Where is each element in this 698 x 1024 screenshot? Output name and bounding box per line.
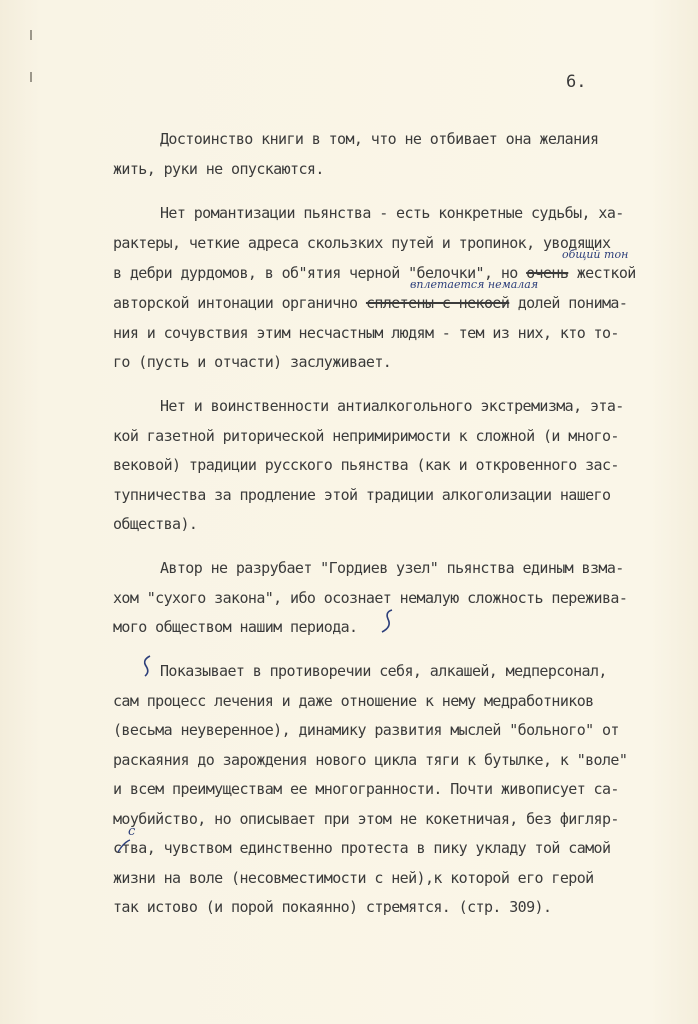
text-segment: в дебри дурдомов, в об"ятия черной "белочки", но (113, 264, 527, 282)
handwritten-annotation: вплетается немалая (410, 278, 539, 291)
struck-text: очень (526, 264, 569, 282)
text-line: так истово (и порой покаянно) стремятся. (стр. 309). (113, 898, 552, 916)
text-line: Нет и воинственности антиалкогольного экстремизма, эта- (160, 397, 624, 415)
text-line: го (пусть и отчасти) заслуживает. (113, 353, 392, 371)
handwritten-correction: с (128, 824, 136, 839)
text-line: вековой) традиции русского пьянства (как и откровенного зас- (113, 456, 619, 474)
text-line: Нет романтизации пьянства - есть конкретные судьбы, ха- (160, 204, 624, 222)
page-number: 6. (566, 72, 587, 92)
text-line: Показывает в противоречии себя, алкашей, медперсонал, (160, 662, 607, 680)
text-line: жизни на воле (несовместимости с ней),к которой его герой (113, 869, 594, 887)
text-line: моубийство, но описывает при этом не кокетничая, без фигляр- (113, 810, 619, 828)
handwritten-annotation: общий тон (562, 248, 629, 261)
text-segment: долей понима- (509, 294, 628, 312)
insertion-mark (118, 840, 130, 852)
text-line: жить, руки не опускаются. (113, 160, 324, 178)
text-line: тупничества за продление этой традиции алкоголизации нашего (113, 486, 611, 504)
text-segment: авторской интонации органично (113, 294, 366, 312)
text-line: и всем преимуществам ее многогранности. Почти живописует са- (113, 780, 619, 798)
text-line: рактеры, четкие адреса скользких путей и тропинок, уводящих (113, 234, 611, 252)
text-line: раскаяния до зарождения нового цикла тяги к бутылке, к "воле" (113, 751, 628, 769)
text-line: (весьма неувереннoe), динамику развития мыслей "больного" от (113, 721, 619, 739)
text-line: кой газетной риторической непримиримости к сложной (и много- (113, 427, 619, 445)
text-line: хом "сухого закона", ибо осознает немалую сложность пережива- (113, 589, 628, 607)
text-line: Автор не разрубает "Гордиев узел" пьянства единым взма- (160, 559, 624, 577)
text-line: ния и сочувствия этим несчастным людям - тем из них, кто то- (113, 324, 619, 342)
closing-bracket-mark (382, 610, 392, 632)
text-line: мого обществом нашим периода. (113, 618, 358, 636)
text-line: общества). (113, 515, 198, 533)
text-line: сам процесс лечения и даже отношение к нему медработников (113, 692, 594, 710)
struck-text: сплетены с некоей (365, 294, 510, 312)
text-segment: жесткой (568, 264, 636, 282)
text-line: Достоинство книги в том, что не отбивает она желания (160, 130, 599, 148)
text-line: ства, чувством единственно протеста в пику укладу той самой (113, 839, 611, 857)
opening-bracket-mark (145, 656, 150, 676)
